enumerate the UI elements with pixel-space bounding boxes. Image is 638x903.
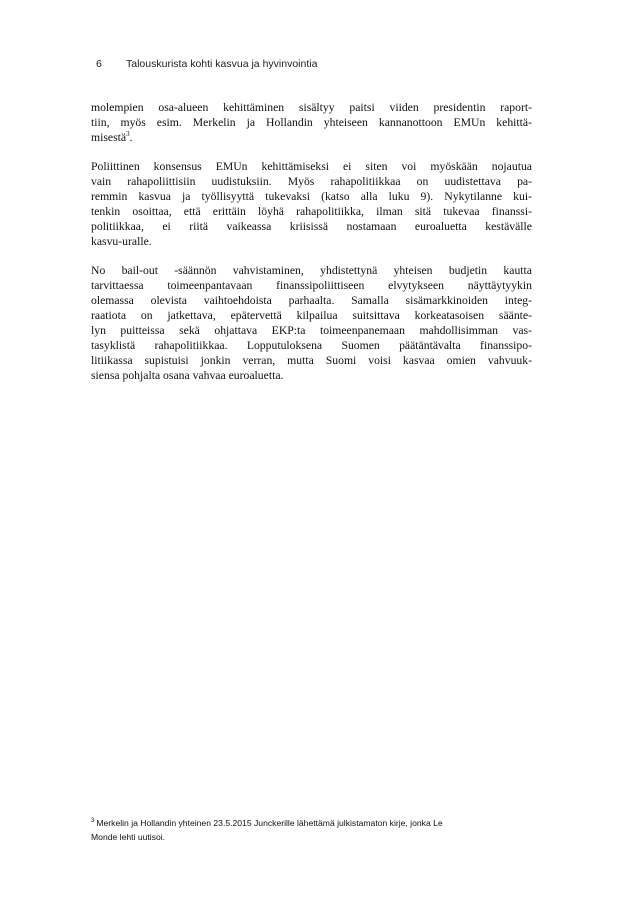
footnote-reference[interactable]: 3 (126, 130, 130, 139)
footnote-text: Merkelin ja Hollandin yhteinen 23.5.2015 Junckerille lähettämä julkistamaton kirje, jonka Le (96, 818, 443, 828)
running-header (96, 58, 317, 70)
footnote-number: 3 (91, 818, 95, 825)
paragraph-3 (91, 263, 532, 383)
header-title: Talouskurista kohti kasvua ja hyvinvointia (126, 58, 318, 70)
text-line: tarvittaessa toimeenpantavaan finanssipoliittiseen elvytykseen näyttäytyykin (91, 279, 532, 292)
paragraph-1 (91, 100, 532, 145)
page-number: 6 (96, 58, 102, 70)
text-line: tenkin osoittaa, että erittäin löyhä rahapolitiikka, ilman sitä tukevaa finanssi- (91, 205, 532, 218)
text-line: remmin kasvua ja työllisyyttä tukevaksi (katso alla luku 9). Nykytilanne kui- (91, 190, 532, 203)
footnote-line (91, 816, 532, 830)
text-line: tasyklistä rahapolitiikkaa. Lopputuloksena Suomen päätäntävalta finanssipo- (91, 339, 532, 352)
paragraph-2 (91, 159, 532, 249)
text-line: Poliittinen konsensus EMUn kehittämiseksi ei siten voi myöskään nojautua (91, 160, 532, 173)
text-line: lyn puitteissa sekä ohjattava EKP:ta toimeenpanemaan mahdollisimman vas- (91, 324, 532, 337)
text-line: No bail-out -säännön vahvistaminen, yhdistettynä yhteisen budjetin kautta (91, 264, 532, 277)
text-line: molempien osa-alueen kehittäminen sisältyy paitsi viiden presidentin raport- (91, 101, 532, 114)
footnote (91, 816, 532, 844)
text-line (91, 130, 532, 145)
text-line: politiikkaa, ei riitä vaikeassa kriisissä nostamaan euroaluetta kestävälle (91, 220, 532, 233)
text-line: siensa pohjalta osana vahvaa euroaluetta. (91, 369, 284, 382)
text-fragment: misestä (91, 131, 127, 144)
body-text (91, 100, 532, 397)
text-line: tiin, myös esim. Merkelin ja Hollandin yhteiseen kannanottoon EMUn kehittä- (91, 116, 532, 129)
text-line: kasvu-uralle. (91, 235, 152, 248)
text-line: vain rahapoliittisiin uudistuksiin. Myös rahapolitiikkaa on uudistettava pa- (91, 175, 532, 188)
text-line: olemassa olevista vaihtoehdoista parhaalta. Samalla sisämarkkinoiden integ- (91, 294, 532, 307)
sentence-end: . (129, 131, 133, 144)
text-line: raatiota on jatkettava, epätervettä kilpailua suitsittava korkeatasoisen sääntе- (91, 309, 532, 322)
footnote-line: Monde lehti uutisoi. (91, 832, 166, 842)
text-line: litiikassa supistuisi jonkin verran, mutta Suomi voisi kasvaa omien vahvuuk- (91, 354, 532, 367)
